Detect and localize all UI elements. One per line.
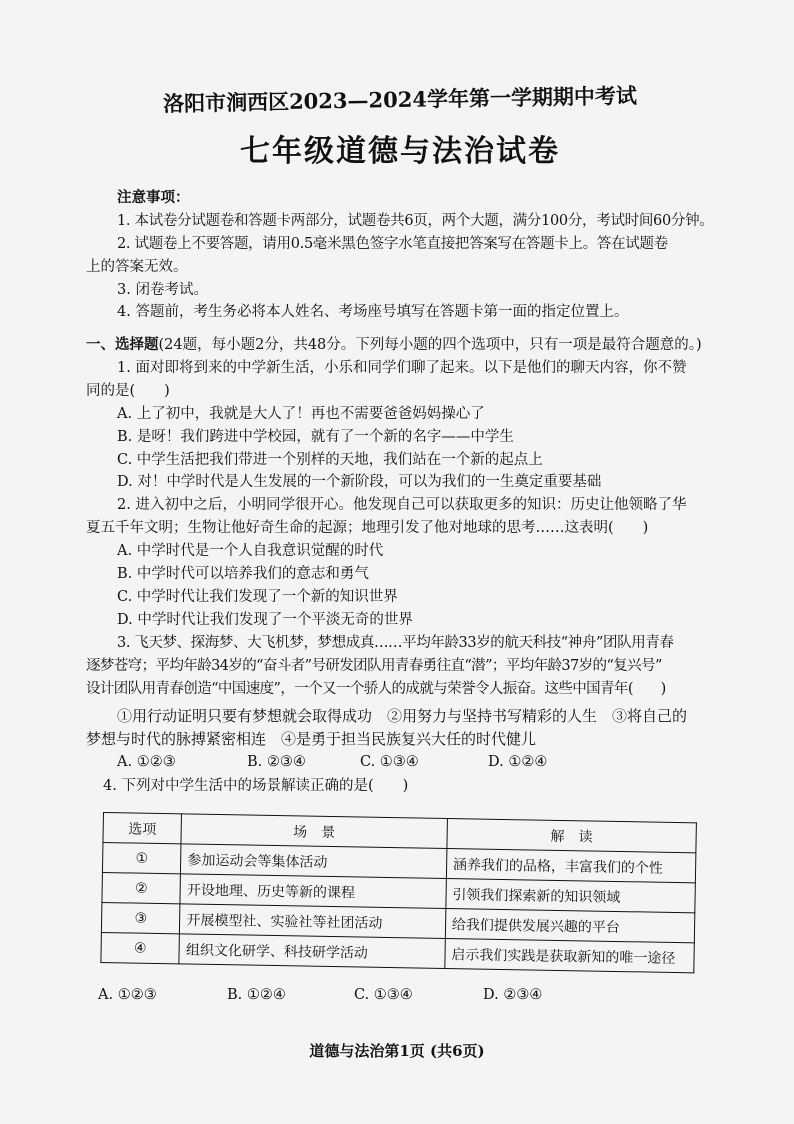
table-cell: 启示我们实践是获取新知的唯一途径 <box>445 938 695 972</box>
q3-stem-line-3: 设计团队用青春创造“中国速度”，一个又一个骄人的成就与荣誉令人振奋。这些中国青年( ) <box>86 681 666 697</box>
q3-option-b: B. ②③④ <box>247 754 306 770</box>
column-header-option: 选项 <box>103 813 182 844</box>
section-instructions: (24题，每小题2分，共48分。下列每小题的四个选项中，只有一项是最符合题意的。) <box>158 337 702 353</box>
q3-statements-line-2: 梦想与时代的脉搏紧密相连 ④是勇于担当民族复兴大任的时代健儿 <box>86 730 537 748</box>
table-cell: ② <box>102 872 181 903</box>
paper-subtitle: 七年级道德与法治试卷 <box>240 134 560 169</box>
q3-stem-line-1: 3. 飞天梦、探海梦、大飞机梦，梦想成真……平均年龄33岁的航天科技“神舟”团队用青春 <box>117 635 674 651</box>
table-cell: 引领我们探索新的知识领域 <box>446 878 696 912</box>
q2-option-c: C. 中学时代让我们发现了一个新的知识世界 <box>117 589 398 605</box>
table-cell: 涵养我们的品格，丰富我们的个性 <box>446 849 696 883</box>
notes-line-4: 3. 闭卷考试。 <box>117 282 208 298</box>
notes-line-3: 上的答案无效。 <box>86 259 188 275</box>
table-cell: 给我们提供发展兴趣的平台 <box>445 908 695 942</box>
table-cell: 组织文化研学、科技研学活动 <box>179 934 445 969</box>
table-cell: 开设地理、历史等新的课程 <box>180 874 446 909</box>
q1-stem-line-2: 同的是( ) <box>86 383 170 399</box>
column-header-scene: 场 景 <box>181 814 447 849</box>
q2-option-a: A. 中学时代是一个人自我意识觉醒的时代 <box>117 543 384 559</box>
exam-title: 洛阳市涧西区2023—2024学年第一学期期中考试 <box>162 82 638 117</box>
table-cell: ④ <box>101 932 180 963</box>
table-cell: 开展模型社、实验社等社团活动 <box>180 904 446 939</box>
notes-line-1: 1. 本试卷分试题卷和答题卡两部分，试题卷共6页，两个大题，满分100分，考试时间60分钟。 <box>117 213 714 229</box>
q4-stem: 4. 下列对中学生活中的场景解读正确的是( ) <box>103 778 409 794</box>
q2-stem-line-1: 2. 进入初中之后，小明同学很开心。他发现自己可以获取更多的知识：历史让他领略了华 <box>117 497 687 513</box>
q4-option-b: B. ①②④ <box>227 987 286 1003</box>
q2-stem-line-2: 夏五千年文明；生物让他好奇生命的起源；地理引发了他对地球的思考……这表明( ) <box>86 520 649 536</box>
q2-option-d: D. 中学时代让我们发现了一个平淡无奇的世界 <box>117 612 413 628</box>
q1-option-c: C. 中学生活把我们带进一个别样的天地，我们站在一个新的起点上 <box>117 452 543 468</box>
q1-option-a: A. 上了初中，我就是大人了！再也不需要爸爸妈妈操心了 <box>117 406 485 422</box>
notes-heading: 注意事项： <box>117 189 190 206</box>
table-cell: ③ <box>101 902 180 933</box>
q3-option-d: D. ①②④ <box>488 754 548 770</box>
q3-stem-line-2: 逐梦苍穹；平均年龄34岁的“奋斗者”号研发团队用青春勇往直“潜”；平均年龄37岁的“复兴号” <box>86 658 662 674</box>
table-cell: ① <box>102 843 181 874</box>
q3-option-c: C. ①③④ <box>360 754 419 770</box>
q3-option-a: A. ①②③ <box>117 754 176 770</box>
q4-option-a: A. ①②③ <box>98 987 157 1003</box>
q1-stem-line-1: 1. 面对即将到来的中学新生活，小乐和同学们聊了起来。以下是他们的聊天内容，你不赞 <box>117 360 687 376</box>
q3-statements-line-1: ①用行动证明只要有梦想就会取得成功 ②用努力与坚持书写精彩的人生 ③将自己的 <box>117 707 688 725</box>
q4-scene-table <box>100 812 697 973</box>
notes-line-5: 4. 答题前，考生务必将本人姓名、考场座号填写在答题卡第一面的指定位置上。 <box>117 304 629 320</box>
q1-option-d: D. 对！中学时代是人生发展的一个新阶段，可以为我们的一生奠定重要基础 <box>117 474 602 490</box>
q1-option-b: B. 是呀！我们跨进中学校园，就有了一个新的名字——中学生 <box>117 429 514 445</box>
notes-line-2: 2. 试题卷上不要答题，请用0.5毫米黑色签字水笔直接把答案写在答题卡上。答在试题卷 <box>117 236 668 252</box>
table-cell: 参加运动会等集体活动 <box>181 844 447 879</box>
q4-option-c: C. ①③④ <box>354 987 413 1003</box>
column-header-interpretation: 解 读 <box>447 819 697 853</box>
section-title: 一、选择题 <box>86 336 159 353</box>
page-footer: 道德与法治第1页 (共6页) <box>309 1042 485 1060</box>
section-heading <box>86 335 702 355</box>
q4-option-d: D. ②③④ <box>483 987 543 1003</box>
q2-option-b: B. 中学时代可以培养我们的意志和勇气 <box>117 566 369 582</box>
